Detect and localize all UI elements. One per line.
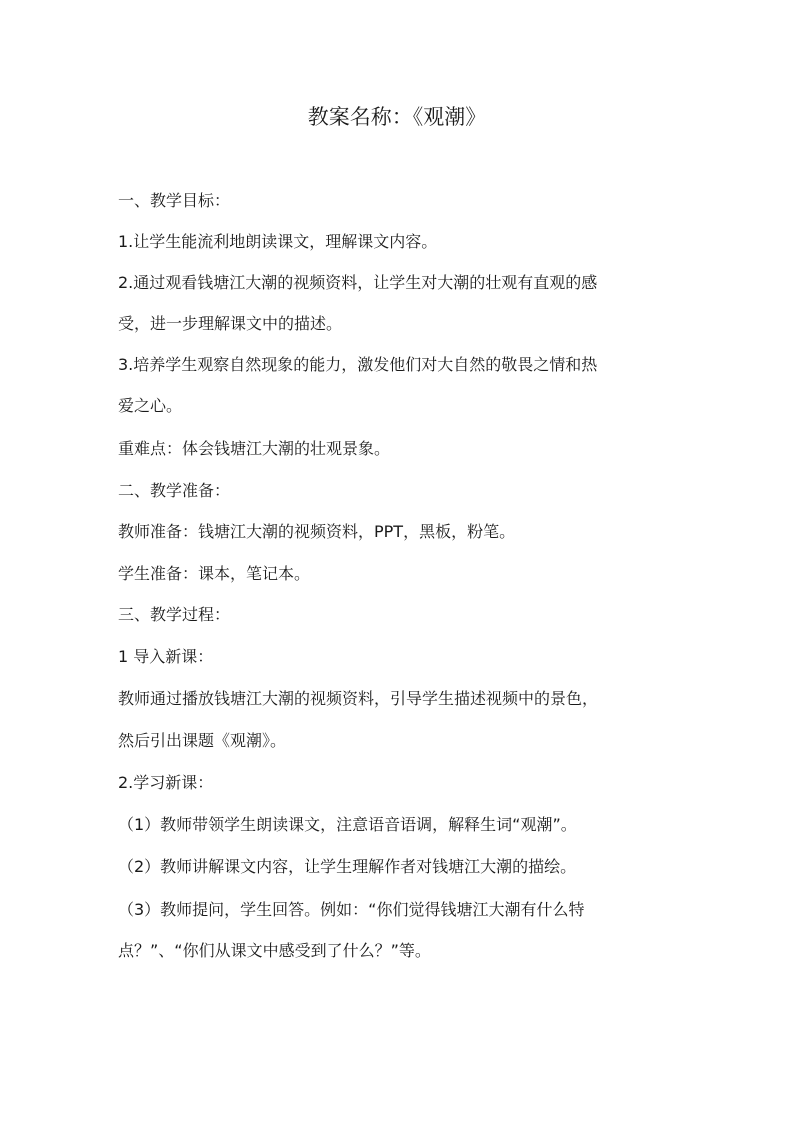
section-heading-process: 三、教学过程： <box>118 605 231 624</box>
objective-1: 1.让学生能流利地朗读课文，理解课文内容。 <box>118 232 438 251</box>
objective-2-line-1: 2.通过观看钱塘江大潮的视频资料，让学生对大潮的壮观有直观的感 <box>118 273 598 292</box>
objective-3-line-2: 爱之心。 <box>118 396 183 415</box>
step-2-item-3-line-2: 点？”、“你们从课文中感受到了什么？”等。 <box>118 941 431 960</box>
section-heading-preparation: 二、教学准备： <box>118 481 231 500</box>
step-1-line-2: 然后引出课题《观潮》。 <box>118 731 287 750</box>
objective-3-line-1: 3.培养学生观察自然现象的能力，激发他们对大自然的敬畏之情和热 <box>118 355 598 374</box>
step-2-item-3-line-1: （3）教师提问，学生回答。例如：“你们觉得钱塘江大潮有什么特 <box>118 900 585 919</box>
document-title: 教案名称：《观潮》 <box>307 105 487 129</box>
key-difficulty: 重难点：体会钱塘江大潮的壮观景象。 <box>118 439 391 458</box>
step-2-heading: 2.学习新课： <box>118 773 214 792</box>
section-heading-objectives: 一、教学目标： <box>118 191 231 210</box>
step-1-heading: 1 导入新课： <box>118 647 214 666</box>
student-preparation: 学生准备：课本，笔记本。 <box>118 564 311 583</box>
step-2-item-1: （1）教师带领学生朗读课文，注意语音语调，解释生词“观潮”。 <box>118 815 577 834</box>
objective-2-line-2: 受，进一步理解课文中的描述。 <box>118 314 343 333</box>
teacher-preparation: 教师准备：钱塘江大潮的视频资料，PPT，黑板，粉笔。 <box>118 522 516 541</box>
step-2-item-2: （2）教师讲解课文内容，让学生理解作者对钱塘江大潮的描绘。 <box>118 857 577 876</box>
step-1-line-1: 教师通过播放钱塘江大潮的视频资料，引导学生描述视频中的景色， <box>118 689 599 708</box>
